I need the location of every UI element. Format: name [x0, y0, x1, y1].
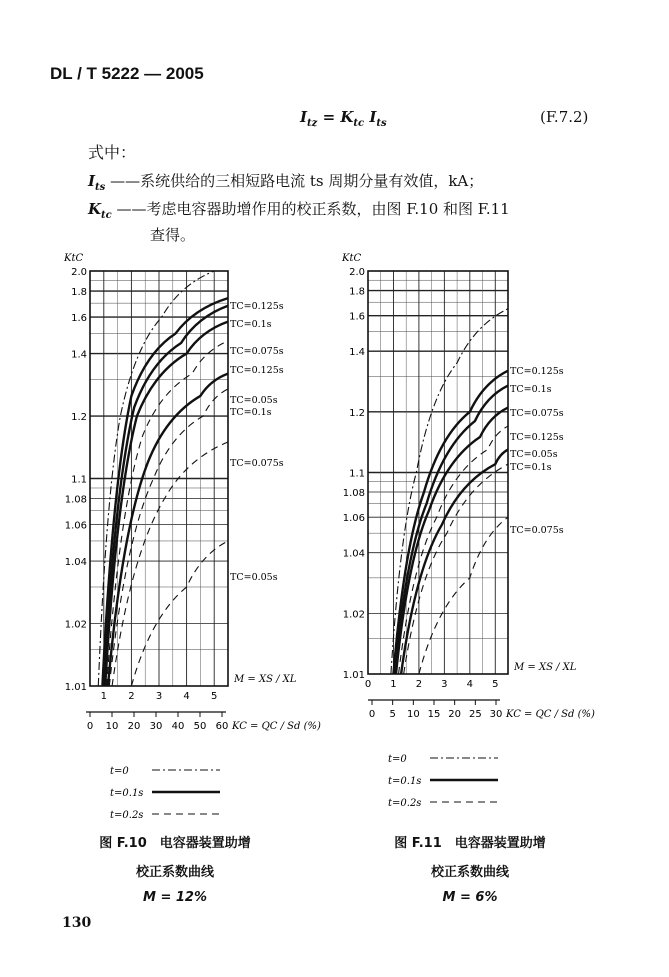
caption-line: 图 F.10 电容器装置助增: [99, 836, 251, 851]
legend-label: t=0.1s: [110, 788, 144, 799]
curve-label: TC=0.1s: [510, 384, 552, 395]
legend-label: t=0.2s: [110, 810, 144, 821]
x-tick-label: 1: [390, 679, 397, 690]
kc-tick-label: 0: [368, 709, 376, 720]
y-tick-label: 1.02: [342, 609, 365, 621]
curve-label: TC=0.125s: [510, 366, 564, 377]
x-tick-label: 2: [415, 679, 423, 690]
x-tick-label: 5: [492, 679, 499, 690]
kc-tick-label: 50: [193, 721, 207, 732]
x-tick-label: 4: [466, 679, 474, 690]
kc-tick-label: 10: [406, 709, 420, 720]
curve-label: TC=0.1s: [510, 462, 552, 473]
figure-caption-f10: [60, 832, 290, 905]
x-tick-label: 3: [441, 679, 448, 690]
curve-label: TC=0.125s: [510, 432, 564, 443]
curve-label: TC=0.05s: [510, 449, 558, 460]
figure-caption-f11: [355, 832, 585, 905]
y-axis-label: KtC: [342, 253, 362, 264]
y-tick-label: 1.2: [349, 407, 365, 419]
y-tick-label: 1.6: [71, 313, 87, 325]
caption-line: 校正系数曲线: [135, 865, 214, 880]
kc-tick-label: 30: [149, 721, 163, 732]
y-tick-label: 1.06: [64, 520, 87, 532]
intro-label: 式中：: [88, 143, 137, 162]
y-tick-label: 1.2: [71, 412, 87, 424]
y-axis-label: KtC: [64, 253, 84, 264]
caption-line: 图 F.11 电容器装置助增: [394, 836, 546, 851]
curve-series: [391, 309, 508, 674]
curve-label: TC=0.05s: [230, 395, 278, 406]
kc-tick-label: 10: [105, 721, 119, 732]
formula: $I_{tz} = K_{tc}$ $I_{ts}$: [300, 108, 387, 129]
kc-tick-label: 60: [215, 721, 229, 732]
running-header: DL / T 5222 — 2005: [50, 64, 204, 83]
x-tick-label: 5: [211, 691, 218, 702]
legend-label: t=0.1s: [388, 776, 422, 787]
y-tick-label: 1.06: [342, 513, 365, 525]
caption-line: M = 6%: [442, 890, 498, 905]
y-tick-label: 1.04: [64, 557, 87, 569]
y-tick-label: 1.6: [349, 311, 365, 323]
definition-continuation: 查得。: [150, 226, 196, 244]
y-tick-label: 1.01: [342, 670, 365, 681]
definition-symbol: $I_{ts}$: [88, 172, 106, 193]
m-axis-label: M = XS / XL: [514, 662, 577, 673]
definition-dash: ——: [110, 172, 141, 190]
curve-label: TC=0.1s: [230, 407, 272, 418]
curve-label: TC=0.075s: [510, 408, 564, 419]
legend-label: t=0.2s: [388, 798, 422, 809]
curve-series: [401, 450, 508, 674]
y-tick-label: 1.4: [349, 347, 365, 359]
kc-tick-label: 15: [427, 709, 441, 720]
curve-label: TC=0.125s: [230, 365, 284, 376]
legend-label: t=0: [388, 754, 407, 765]
kc-tick-label: 40: [171, 721, 185, 732]
caption-line: M = 12%: [143, 890, 207, 905]
kc-axis-label: KC = QC / Sd (%): [506, 709, 595, 720]
kc-tick-label: 5: [389, 709, 396, 720]
definition-dash: ——: [116, 200, 147, 218]
legend-label: t=0: [110, 766, 129, 777]
kc-tick-label: 25: [468, 709, 482, 720]
curve-series: [393, 371, 508, 674]
y-tick-label: 1.01: [64, 682, 87, 693]
page-number: 130: [62, 915, 92, 931]
kc-axis-label: KC = QC / Sd (%): [232, 721, 321, 732]
x-tick-label: 1: [100, 691, 107, 702]
x-tick-label: 3: [155, 691, 163, 702]
x-tick-label: 2: [128, 691, 135, 702]
y-tick-label: 2.0: [71, 267, 87, 278]
curve-label: TC=0.05s: [230, 572, 278, 583]
curve-series: [419, 517, 508, 674]
y-tick-label: 1.8: [349, 286, 365, 298]
caption-line: 校正系数曲线: [430, 865, 509, 880]
m-axis-label: M = XS / XL: [234, 674, 297, 685]
curve-label: TC=0.1s: [230, 319, 272, 330]
kc-tick-label: 20: [127, 721, 141, 732]
curve-label: TC=0.075s: [230, 458, 284, 469]
curve-label: TC=0.075s: [230, 346, 284, 357]
curve-series: [395, 386, 508, 674]
y-tick-label: 1.04: [342, 548, 365, 560]
x-tick-label: 4: [183, 691, 190, 702]
y-tick-label: 1.08: [342, 488, 365, 500]
definition-symbol: $K_{tc}$: [88, 200, 112, 221]
y-tick-label: 1.1: [71, 474, 87, 486]
kc-tick-label: 30: [489, 709, 503, 720]
y-tick-label: 1.8: [71, 287, 87, 299]
kc-tick-label: 20: [448, 709, 462, 720]
y-tick-label: 1.08: [64, 494, 87, 506]
formula-number: (F.7.2): [540, 108, 589, 126]
y-tick-label: 1.02: [64, 619, 87, 631]
definition-text: 考虑电容器助增作用的校正系数，由图 F.10 和图 F.11: [146, 200, 510, 218]
curve-label: TC=0.125s: [230, 301, 284, 312]
curve-label: TC=0.075s: [510, 525, 564, 536]
x-tick-label: 0: [364, 679, 372, 690]
definition-text: 系统供给的三相短路电流 ts 周期分量有效值，kA；: [140, 172, 484, 190]
y-tick-label: 2.0: [349, 267, 365, 278]
y-tick-label: 1.1: [349, 468, 365, 480]
kc-tick-label: 0: [86, 721, 94, 732]
y-tick-label: 1.4: [71, 349, 87, 361]
